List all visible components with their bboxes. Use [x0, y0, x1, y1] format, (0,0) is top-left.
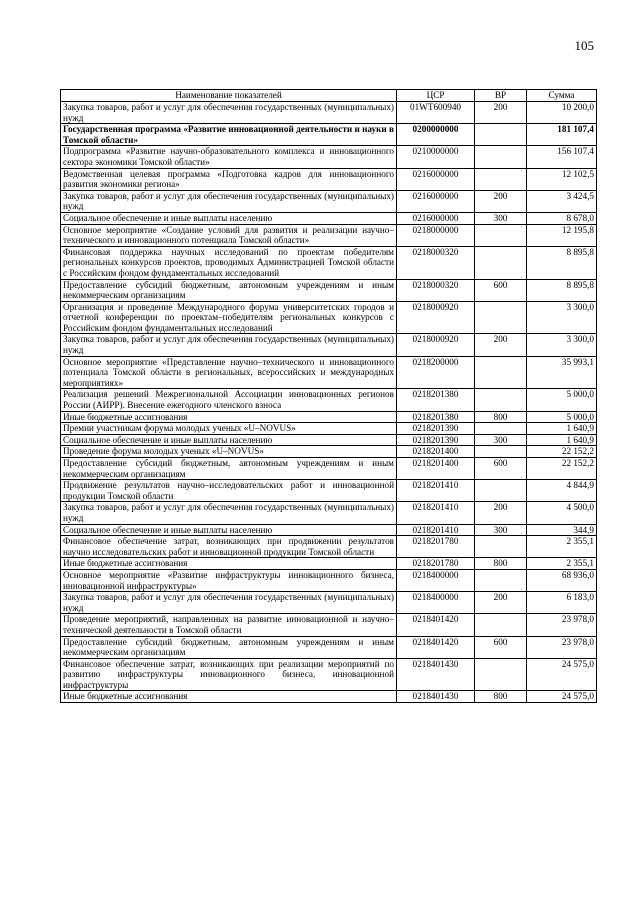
table-row	[61, 168, 597, 190]
table-row	[61, 411, 597, 423]
table-row	[61, 636, 597, 658]
row-sum-cell: 156 107,4	[527, 146, 597, 168]
row-csr-cell: 0218201780	[397, 558, 475, 570]
row-vr-cell	[475, 246, 527, 279]
row-csr-cell: 0200000000	[397, 124, 475, 146]
row-name-cell: Иные бюджетные ассигнования	[61, 691, 397, 703]
table-row	[61, 536, 597, 558]
row-vr-cell: 600	[475, 636, 527, 658]
table-row	[61, 224, 597, 246]
table-row	[61, 524, 597, 536]
row-vr-cell	[475, 446, 527, 458]
row-csr-cell: 0218201410	[397, 502, 475, 524]
row-csr-cell: 0218000320	[397, 246, 475, 279]
row-csr-cell: 0218000320	[397, 279, 475, 301]
row-csr-cell: 0218400000	[397, 569, 475, 591]
row-csr-cell: 0218200000	[397, 356, 475, 389]
row-name-cell: Социальное обеспечение и иные выплаты населению	[61, 434, 397, 446]
header-csr: ЦСР	[397, 90, 475, 102]
row-sum-cell: 23 978,0	[527, 614, 597, 636]
row-sum-cell: 3 300,0	[527, 301, 597, 334]
table-row	[61, 434, 597, 446]
row-name-cell: Предоставление субсидий бюджетным, автономным учреждениям и иным некоммерческим организациям	[61, 279, 397, 301]
row-sum-cell: 4 500,0	[527, 502, 597, 524]
row-vr-cell	[475, 356, 527, 389]
table-header-row	[61, 90, 597, 102]
row-csr-cell: 0218201390	[397, 434, 475, 446]
row-name-cell: Закупка товаров, работ и услуг для обеспечения государственных (муниципальных) нужд	[61, 334, 397, 356]
row-sum-cell: 4 844,9	[527, 480, 597, 502]
row-sum-cell: 3 424,5	[527, 190, 597, 212]
row-vr-cell: 300	[475, 524, 527, 536]
row-name-cell: Социальное обеспечение и иные выплаты населению	[61, 212, 397, 224]
row-vr-cell: 800	[475, 558, 527, 570]
row-vr-cell	[475, 301, 527, 334]
row-vr-cell: 800	[475, 691, 527, 703]
table-row	[61, 334, 597, 356]
row-sum-cell: 23 978,0	[527, 636, 597, 658]
table-row	[61, 146, 597, 168]
row-vr-cell: 200	[475, 592, 527, 614]
table-row	[61, 446, 597, 458]
row-name-cell: Предоставление субсидий бюджетным, автономным учреждениям и иным некоммерческим организациям	[61, 458, 397, 480]
row-name-cell: Организация и проведение Международного форума университетских городов и отчетной конференции по проектам–победителям региональных конкурсов с Российским фондом фундаментальных исследований	[61, 301, 397, 334]
row-name-cell: Премии участникам форума молодых ученых «U–NOVUS»	[61, 423, 397, 435]
row-csr-cell: 0218201380	[397, 411, 475, 423]
row-csr-cell: 0218201780	[397, 536, 475, 558]
row-sum-cell: 5 000,0	[527, 411, 597, 423]
table-row	[61, 423, 597, 435]
row-csr-cell: 0216000000	[397, 190, 475, 212]
table-row	[61, 458, 597, 480]
row-name-cell: Государственная программа «Развитие инновационной деятельности и науки в Томской области»	[61, 124, 397, 146]
row-name-cell: Основное мероприятие «Развитие инфраструктуры инновационного бизнеса, инновационной инфраструктуры»	[61, 569, 397, 591]
row-sum-cell: 8 895,8	[527, 279, 597, 301]
row-csr-cell: 0216000000	[397, 168, 475, 190]
row-vr-cell: 200	[475, 334, 527, 356]
row-sum-cell: 22 152,2	[527, 446, 597, 458]
row-vr-cell: 200	[475, 190, 527, 212]
table-row	[61, 658, 597, 691]
table-row	[61, 102, 597, 124]
row-name-cell: Закупка товаров, работ и услуг для обеспечения государственных (муниципальных) нужд	[61, 592, 397, 614]
table-row	[61, 614, 597, 636]
table-row	[61, 301, 597, 334]
row-vr-cell: 800	[475, 411, 527, 423]
header-vr: ВР	[475, 90, 527, 102]
row-name-cell: Закупка товаров, работ и услуг для обеспечения государственных (муниципальных) нужд	[61, 502, 397, 524]
row-sum-cell: 22 152,2	[527, 458, 597, 480]
row-vr-cell	[475, 224, 527, 246]
row-vr-cell: 600	[475, 458, 527, 480]
table-row	[61, 502, 597, 524]
row-csr-cell: 0218000920	[397, 301, 475, 334]
table-row	[61, 212, 597, 224]
row-vr-cell	[475, 569, 527, 591]
row-csr-cell: 0218201400	[397, 446, 475, 458]
row-name-cell: Предоставление субсидий бюджетным, автономным учреждениям и иным некоммерческим организациям	[61, 636, 397, 658]
row-sum-cell: 3 300,0	[527, 334, 597, 356]
row-vr-cell	[475, 168, 527, 190]
row-sum-cell: 10 200,0	[527, 102, 597, 124]
table-row	[61, 691, 597, 703]
row-name-cell: Реализация решений Межрегиональной Ассоциации инновационных регионов России (АИРР). Внесение ежегодного членского взноса	[61, 389, 397, 411]
row-vr-cell: 300	[475, 212, 527, 224]
table-row	[61, 190, 597, 212]
row-sum-cell: 181 107,4	[527, 124, 597, 146]
row-name-cell: Иные бюджетные ассигнования	[61, 558, 397, 570]
row-name-cell: Ведомственная целевая программа «Подготовка кадров для инновационного развития экономики региона»	[61, 168, 397, 190]
header-name: Наименование показателей	[61, 90, 397, 102]
row-name-cell: Подпрограмма «Развитие научно-образовательного комплекса и инновационного сектора экономики Томской области»	[61, 146, 397, 168]
row-sum-cell: 68 936,0	[527, 569, 597, 591]
row-vr-cell	[475, 480, 527, 502]
row-csr-cell: 01WT600940	[397, 102, 475, 124]
row-sum-cell: 2 355,1	[527, 536, 597, 558]
row-name-cell: Проведение форума молодых ученых «U–NOVUS»	[61, 446, 397, 458]
row-csr-cell: 0218000920	[397, 334, 475, 356]
row-vr-cell: 300	[475, 434, 527, 446]
row-sum-cell: 344,9	[527, 524, 597, 536]
row-csr-cell: 0218401420	[397, 614, 475, 636]
row-sum-cell: 1 640,9	[527, 423, 597, 435]
row-name-cell: Закупка товаров, работ и услуг для обеспечения государственных (муниципальных) нужд	[61, 190, 397, 212]
row-sum-cell: 35 993,1	[527, 356, 597, 389]
row-csr-cell: 0218201400	[397, 458, 475, 480]
row-csr-cell: 0218401420	[397, 636, 475, 658]
row-sum-cell: 24 575,0	[527, 658, 597, 691]
table-row	[61, 592, 597, 614]
row-sum-cell: 24 575,0	[527, 691, 597, 703]
row-csr-cell: 0218201410	[397, 524, 475, 536]
table-row	[61, 389, 597, 411]
row-csr-cell: 0216000000	[397, 212, 475, 224]
row-csr-cell: 0218401430	[397, 691, 475, 703]
table-row	[61, 124, 597, 146]
header-sum: Сумма	[527, 90, 597, 102]
row-sum-cell: 1 640,9	[527, 434, 597, 446]
row-vr-cell	[475, 536, 527, 558]
row-sum-cell: 8 678,0	[527, 212, 597, 224]
table-row	[61, 356, 597, 389]
row-name-cell: Проведение мероприятий, направленных на развитие инновационной и научно–технической деятельности в Томской области	[61, 614, 397, 636]
table-row	[61, 480, 597, 502]
row-csr-cell: 0210000000	[397, 146, 475, 168]
row-csr-cell: 0218401430	[397, 658, 475, 691]
row-vr-cell	[475, 389, 527, 411]
row-name-cell: Социальное обеспечение и иные выплаты населению	[61, 524, 397, 536]
row-vr-cell	[475, 614, 527, 636]
table-body	[61, 102, 597, 703]
row-sum-cell: 6 183,0	[527, 592, 597, 614]
row-vr-cell	[475, 124, 527, 146]
row-csr-cell: 0218201410	[397, 480, 475, 502]
page-number: 105	[574, 38, 594, 53]
budget-table	[60, 89, 597, 703]
row-vr-cell: 200	[475, 102, 527, 124]
row-name-cell: Основное мероприятие «Представление научно–технического и инновационного потенциала Томской области в региональных, всероссийских и международных мероприятиях»	[61, 356, 397, 389]
row-vr-cell: 200	[475, 502, 527, 524]
row-sum-cell: 8 895,8	[527, 246, 597, 279]
row-csr-cell: 0218400000	[397, 592, 475, 614]
row-sum-cell: 12 195,8	[527, 224, 597, 246]
row-name-cell: Основное мероприятие «Создание условий для развития и реализации научно–технического и инновационного потенциала Томской области»	[61, 224, 397, 246]
row-vr-cell	[475, 658, 527, 691]
table-row	[61, 246, 597, 279]
row-name-cell: Финансовое обеспечение затрат, возникающих при реализации мероприятий по развитию инфраструктуры инновационного бизнеса, инновационной инфраструктуры	[61, 658, 397, 691]
row-name-cell: Финансовое обеспечение затрат, возникающих при продвижении результатов научно исследовательских работ и инновационной продукции Томской области	[61, 536, 397, 558]
row-sum-cell: 2 355,1	[527, 558, 597, 570]
table-row	[61, 569, 597, 591]
row-sum-cell: 12 102,5	[527, 168, 597, 190]
table-row	[61, 558, 597, 570]
row-csr-cell: 0218201380	[397, 389, 475, 411]
row-name-cell: Закупка товаров, работ и услуг для обеспечения государственных (муниципальных) нужд	[61, 102, 397, 124]
row-csr-cell: 0218000000	[397, 224, 475, 246]
row-csr-cell: 0218201390	[397, 423, 475, 435]
row-name-cell: Иные бюджетные ассигнования	[61, 411, 397, 423]
row-vr-cell: 600	[475, 279, 527, 301]
row-name-cell: Продвижение результатов научно–исследовательских работ и инновационной продукции Томской области	[61, 480, 397, 502]
row-vr-cell	[475, 423, 527, 435]
row-vr-cell	[475, 146, 527, 168]
row-name-cell: Финансовая поддержка научных исследований по проектам победителям региональных конкурсов проектов, проводимых Администрацией Томской области с Российским фондом фундаментальных исследований	[61, 246, 397, 279]
row-sum-cell: 5 000,0	[527, 389, 597, 411]
table-row	[61, 279, 597, 301]
